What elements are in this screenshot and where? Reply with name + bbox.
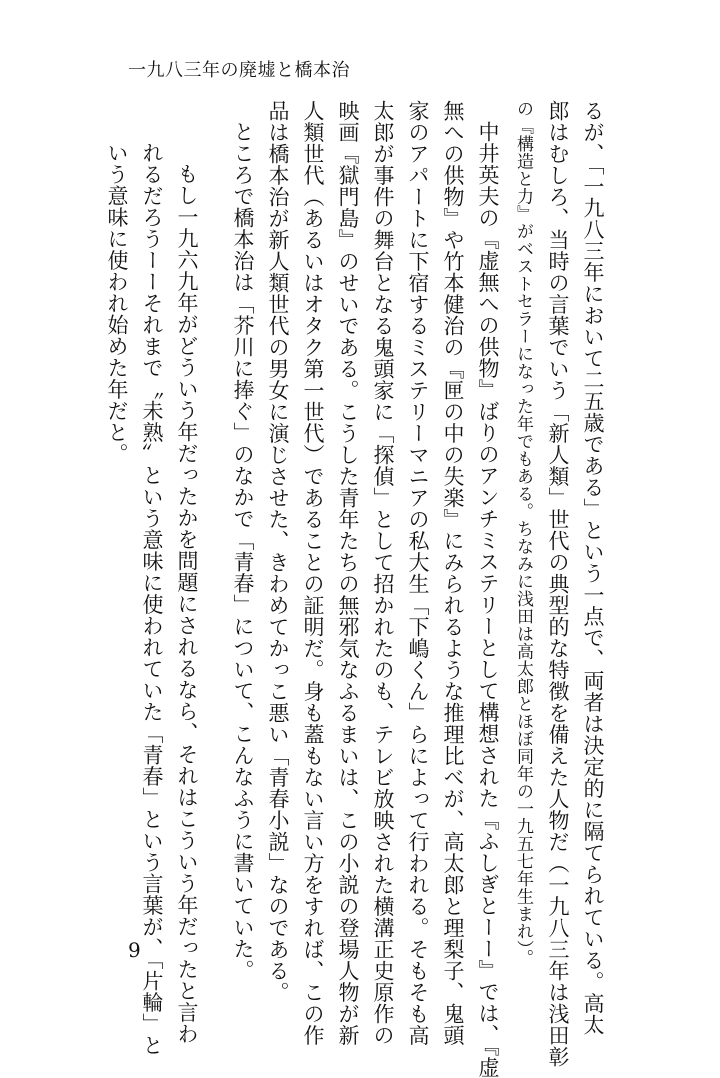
text-line: 品は橋本治が新人類世代の男女に演じさせた、きわめてかっこ悪い「青春小説」なのである。 <box>266 100 290 1003</box>
page-number: 9 <box>128 938 141 962</box>
text-line: ところで橋本治は「芥川に捧ぐ」のなかで「青春」について、こんなふうに書いていた。 <box>231 121 255 981</box>
text-line: 太郎が事件の舞台となる鬼頭家に「探偵」として招かれたのも、テレビ放映された横溝正史原作の <box>371 100 395 1046</box>
vertical-text-body <box>99 100 610 1078</box>
text-line: 中井英夫の『虚無への供物』ばりのアンチミステリーとして構想された『ふしぎとーー』では、『虚 <box>476 121 500 1078</box>
text-line: るが、「一九八三年において二五歳である」という一点で、両者は決定的に隔てられている。高太 <box>581 100 605 1036</box>
paragraph-asada <box>505 100 610 1068</box>
text-line: の『構造と力』がベストセラーになった年でもある。ちなみに浅田は高太郎とほぼ同年の一九五七年生まれ）。 <box>513 100 533 967</box>
text-line: 家のアパートに下宿するミステリーマニアの私大生「下嶋くん」らによって行われる。そもそも高 <box>406 100 430 1046</box>
text-line: 人類世代（あるいはオタク第一世代）であることの証明だ。身も蓋もない言い方をすれば、この作 <box>301 100 325 1046</box>
block-quote <box>99 142 204 1056</box>
quote-line: いう意味に使われ始めた年だと。 <box>105 142 129 465</box>
quote-line: もし一九六九年がどういう年だったかを問題にされるなら、それはこういう年だったと言わ <box>175 163 199 1045</box>
paragraph-anti-mystery <box>260 100 505 1078</box>
paragraph-seishun-intro <box>225 100 260 981</box>
running-head-title: 一九八三年の廃墟と橋本治 <box>128 60 350 81</box>
text-line: 映画『獄門島』のせいである。こうした青年たちの無邪気なふるまいは、この小説の登場人物が新 <box>336 100 360 1046</box>
text-line: 無への供物』や竹本健治の『匣の中の失楽』にみられるような推理比べが、高太郎と理梨子、鬼頭 <box>441 100 465 1046</box>
quote-line: れるだろうーーそれまで〝未熟〟という意味に使われていた「青春」という言葉が、「片輪」と <box>140 142 164 1056</box>
text-line: 郎はむしろ、当時の言葉でいう「新人類」世代の典型的な特徴を備えた人物だ（一九八三年は浅田彰 <box>546 100 570 1068</box>
